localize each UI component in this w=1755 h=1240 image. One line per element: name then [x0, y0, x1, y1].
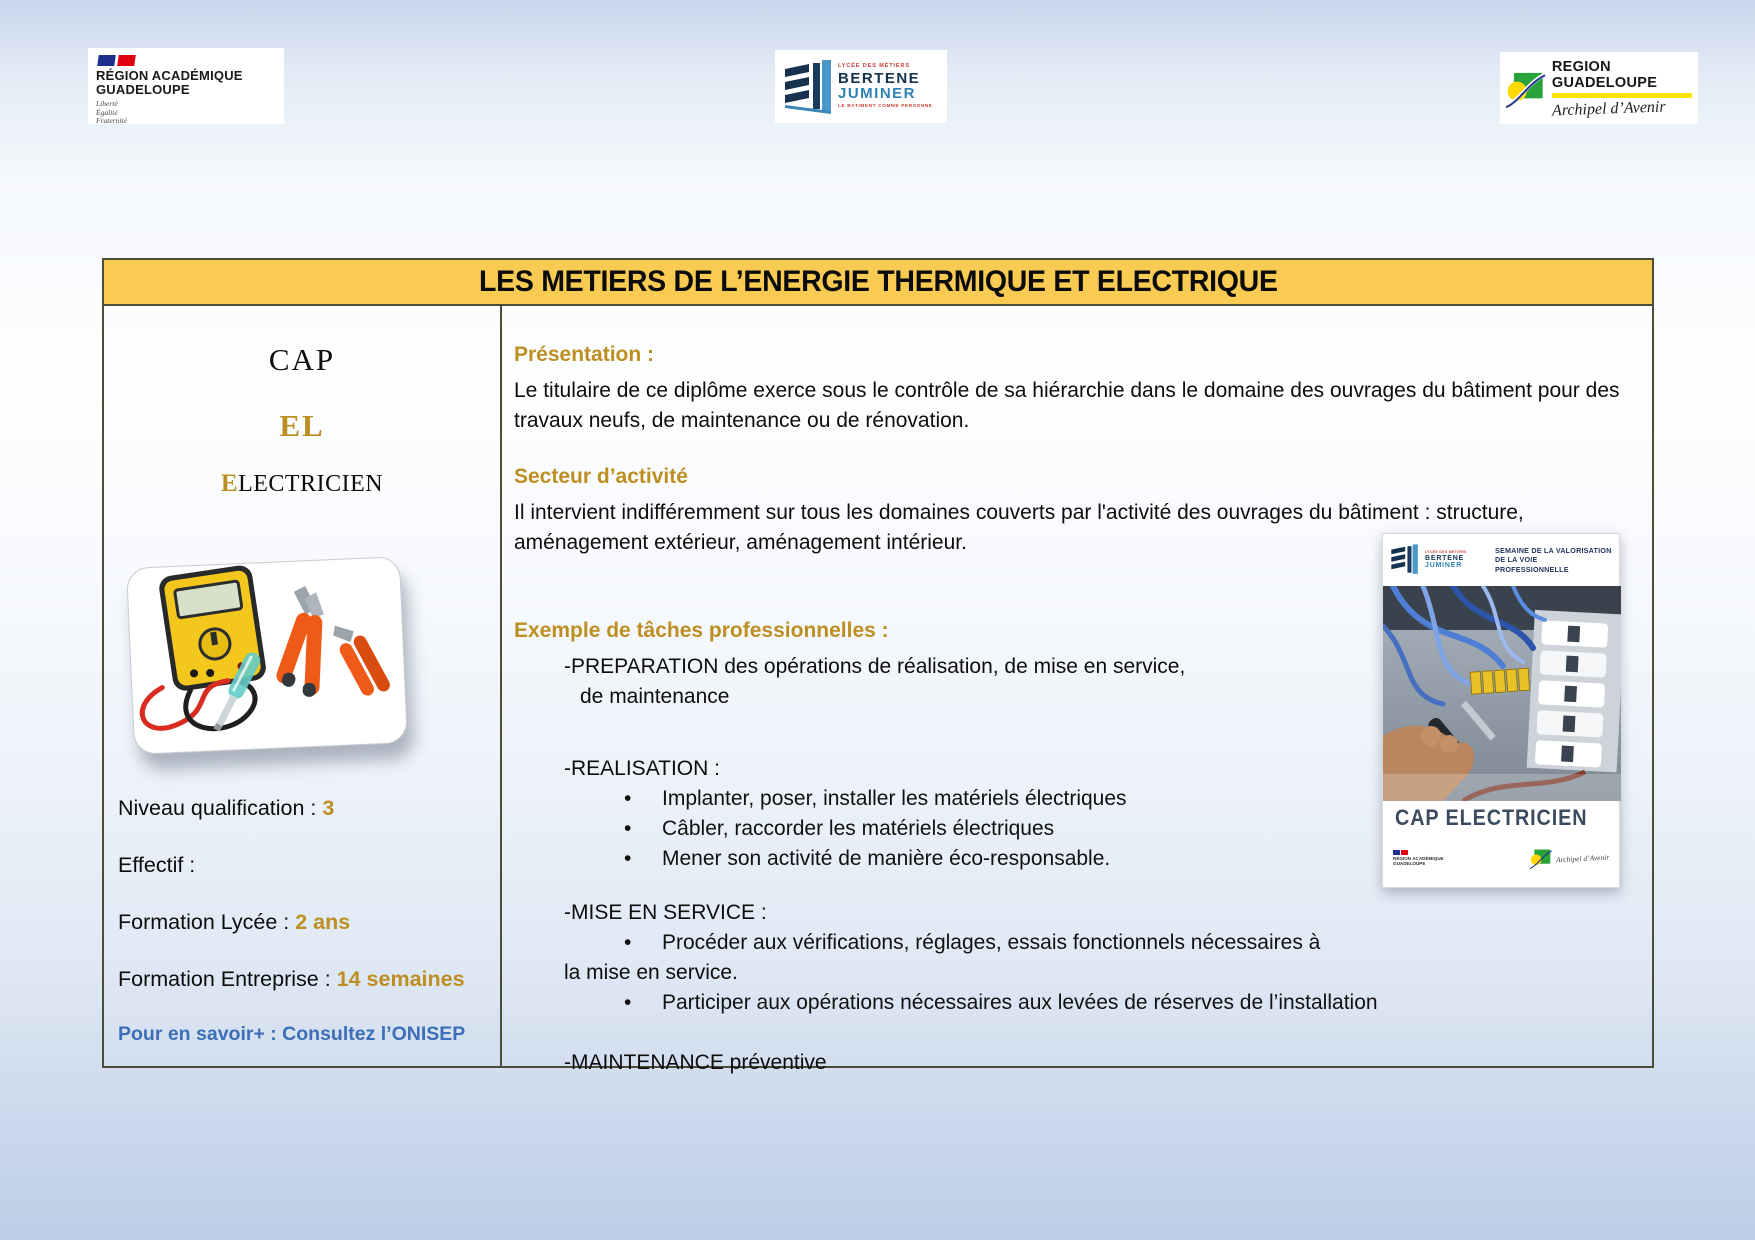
realisation-heading: -REALISATION :: [564, 757, 720, 780]
mise-item-continuation: la mise en service.: [564, 961, 738, 984]
lycee-logo-text: [838, 64, 933, 109]
presentation-body: Le titulaire de ce diplôme exerce sous le contrôle de sa hiérarchie dans le domaine des ouvrages du bâtiment pour des travaux neufs, de maintenance ou de rénovation.: [514, 379, 1620, 432]
diploma-name-rest: LECTRICIEN: [238, 471, 384, 497]
diploma-name: [104, 470, 500, 498]
mise-item: • Participer aux opérations nécessaires aux levées de réserves de l’installation: [514, 988, 1622, 1018]
french-flag-small-icon: [1393, 850, 1444, 855]
taches-heading: Exemple de tâches professionnelles :: [514, 619, 889, 642]
lycee-name-2: JUMINER: [838, 85, 917, 103]
terminal-blocks: [1470, 668, 1529, 694]
region-guadeloupe-emblem-small-icon: [1529, 846, 1553, 870]
region-guadeloupe-logo-small: Archipel d’Avenir: [1529, 846, 1609, 870]
electrical-panel-photo: [1383, 586, 1621, 801]
region-academique-line2: GUADELOUPE: [96, 82, 190, 97]
presentation-heading: Présentation :: [514, 343, 655, 366]
lycee-name-1: BERTENE: [838, 70, 921, 88]
diploma-code: EL: [279, 408, 325, 443]
lycee-bertene-juminer-logo: [775, 50, 947, 123]
realisation-item: • Implanter, poser, installer les matériels électriques: [514, 784, 1622, 814]
realisation-item: • Mener son activité de manière éco-responsable.: [514, 844, 1622, 874]
poster-title: CAP ELECTRICIEN: [1395, 805, 1588, 830]
region-guadeloupe-text: [1552, 59, 1692, 118]
diploma-name-initial: E: [220, 470, 239, 497]
mise-en-service-heading: -MISE EN SERVICE :: [564, 901, 767, 924]
yellow-bar: [1552, 93, 1692, 98]
secteur-heading: Secteur d’activité: [514, 465, 688, 488]
lycee-tagline-top: LYCÉE DES MÉTIERS: [838, 62, 910, 69]
wire-stripper-icon: [328, 616, 393, 702]
diploma-type: CAP: [268, 342, 336, 377]
page-title: [104, 260, 1652, 306]
field-formation-lycee: Formation Lycée : 2 ans: [118, 910, 351, 934]
region-academique-logo: [88, 48, 284, 124]
bullet-icon: [624, 928, 662, 958]
poster-banner: SEMAINE DE LA VALORISATION DE LA VOIE PROFESSIONNELLE: [1495, 545, 1612, 574]
bullet-icon: [624, 784, 662, 814]
tools-illustration: [127, 557, 407, 754]
preparation-line1: -PREPARATION des opérations de réalisation, de mise en service,: [564, 655, 1186, 678]
poster-school-name: LYCÉE DES MÉTIERS BERTENE JUMINER: [1425, 550, 1467, 569]
realisation-item: • Câbler, raccorder les matériels électriques: [514, 814, 1622, 844]
page-title-text: LES METIERS DE L’ENERGIE THERMIQUE ET ELECTRIQUE: [478, 265, 1278, 298]
left-column: [104, 306, 502, 1066]
preparation-line2: de maintenance: [580, 685, 730, 708]
bullet-icon: [624, 814, 662, 844]
cap-electricien-poster: [1382, 533, 1620, 888]
secteur-body: Il intervient indifféremment sur tous les domaines couverts par l'activité des ouvrages du bâtiment : structure, aménagement extérieur, aménagement intérieur.: [514, 501, 1524, 554]
bullet-icon: [624, 988, 662, 1018]
bullet-icon: [624, 844, 662, 874]
region-guadeloupe-slogan: Archipel d’Avenir: [1551, 97, 1666, 119]
poster-footer-logos: [1383, 835, 1619, 887]
electrical-tools-image: [126, 556, 408, 755]
mise-item: • Procéder aux vérifications, réglages, essais fonctionnels nécessaires à: [514, 928, 1622, 958]
building-icon: [781, 59, 833, 115]
french-flag-icon: [98, 55, 276, 66]
region-guadeloupe-logo: [1500, 52, 1698, 124]
onisep-link[interactable]: Pour en savoir+ : Consultez l’ONISEP: [118, 1023, 466, 1045]
field-formation-entreprise: Formation Entreprise : 14 semaines: [118, 967, 465, 991]
lycee-tagline-bottom: LE BATIMENT COMME PERSONNE: [838, 103, 933, 109]
region-guadeloupe-emblem-icon: [1506, 61, 1546, 115]
field-niveau: Niveau qualification : 3: [118, 796, 335, 820]
pliers-icon: [272, 584, 340, 700]
region-guadeloupe-name: REGION GUADELOUPE: [1551, 58, 1658, 91]
motto: Liberté Égalité Fraternité: [96, 99, 127, 125]
field-effectif: Effectif :: [118, 853, 196, 877]
region-academique-line1: RÉGION ACADÉMIQUE: [96, 68, 243, 83]
lycee-logo-small-icon: [1389, 543, 1419, 577]
maintenance-line: -MAINTENANCE préventive: [564, 1051, 827, 1074]
region-academique-logo-small: RÉGION ACADÉMIQUE GUADELOUPE: [1393, 850, 1444, 867]
diploma-fields: [118, 795, 500, 992]
poster-header: [1383, 534, 1619, 586]
